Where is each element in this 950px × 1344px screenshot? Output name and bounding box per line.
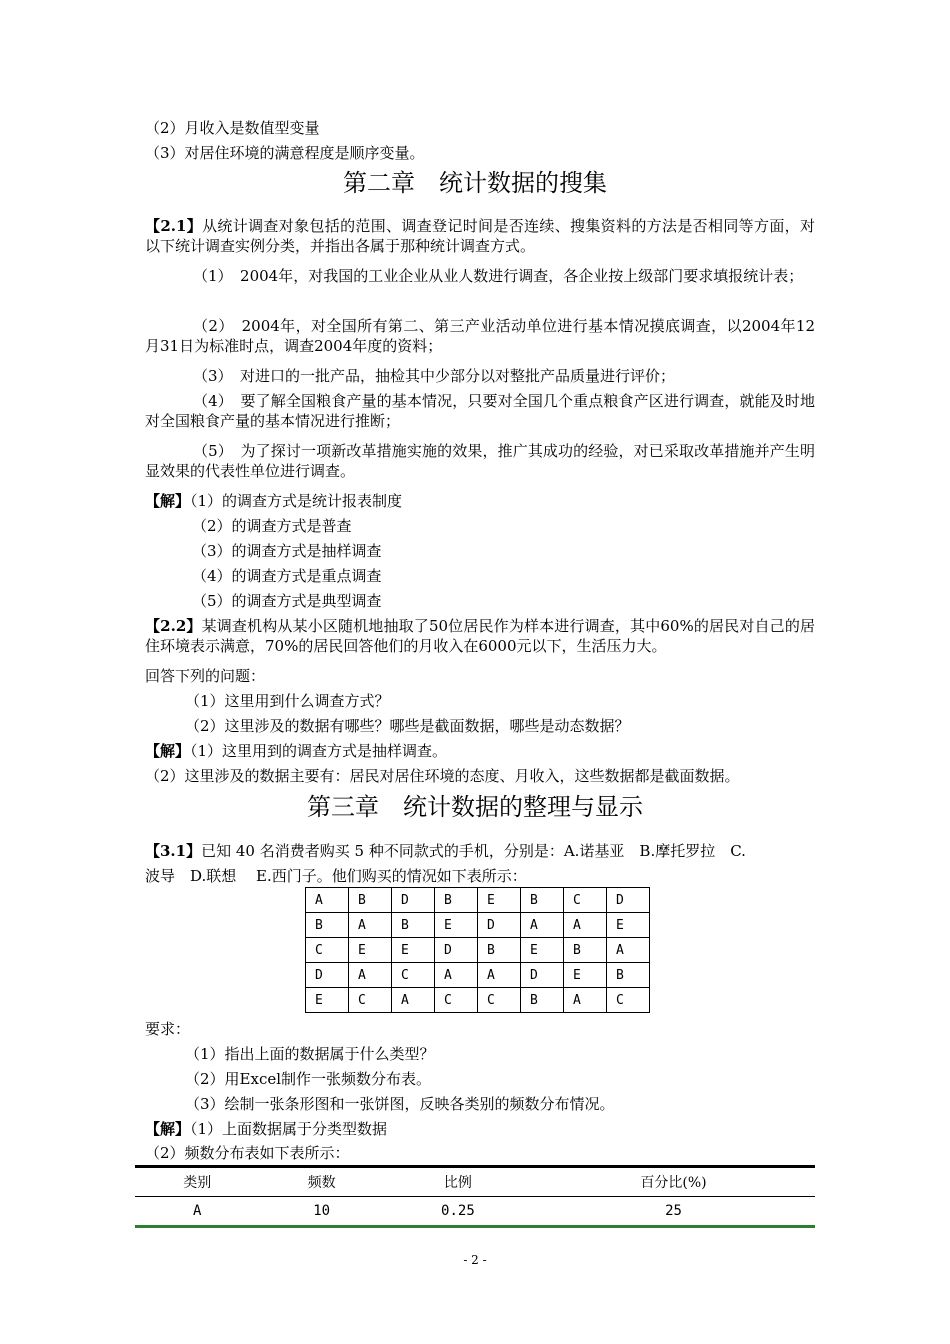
requirement-item: （3）绘制一张条形图和一张饼图，反映各类别的频数分布情况。 [185, 1095, 615, 1113]
solution-line: （2）的调查方式是普查 [192, 517, 352, 535]
question-item: （5） 为了探讨一项新改革措施实施的效果，推广其成功的经验，对已采取改革措施并产生明显效果的代表性单位进行调查。 [145, 442, 815, 480]
chapter-heading: 第三章 统计数据的整理与显示 [307, 793, 643, 821]
table-cell: C [564, 888, 607, 913]
table-cell: C [349, 988, 392, 1013]
question-stem: 从统计调查对象包括的范围、调查登记时间是否连续、搜集资料的方法是否相同等方面，对以下统计调查实例分类，并指出各属于那种统计调查方式。 [145, 217, 815, 255]
question-tag: 【2.1】 [145, 217, 203, 235]
solution-line: （5）的调查方式是典型调查 [192, 592, 382, 610]
column-header: 频数 [259, 1167, 383, 1197]
table-cell: C [435, 988, 478, 1013]
table-cell: C [607, 988, 650, 1013]
table-cell: A [349, 963, 392, 988]
text-line: （2）月收入是数值型变量 [145, 119, 320, 137]
table-row [306, 988, 650, 1013]
table-cell: D [392, 888, 435, 913]
table-cell: B [435, 888, 478, 913]
question-item: （4） 要了解全国粮食产量的基本情况，只要对全国几个重点粮食产区进行调查，就能及时地对全国粮食产量的基本情况进行推断； [145, 392, 815, 430]
table-cell: A [435, 963, 478, 988]
table-cell: A [478, 963, 521, 988]
table-cell: B [521, 888, 564, 913]
solution-line: （3）的调查方式是抽样调查 [192, 542, 382, 560]
question-item: （2）这里涉及的数据有哪些？哪些是截面数据，哪些是动态数据？ [185, 717, 630, 735]
column-header: 类别 [135, 1167, 259, 1197]
requirement-item: （1）指出上面的数据属于什么类型？ [185, 1045, 435, 1063]
table-cell: B [607, 963, 650, 988]
question-tag: 【2.2】 [145, 617, 202, 635]
table-cell: D [306, 963, 349, 988]
solution-line [145, 491, 815, 511]
question-stem: 已知 40 名消费者购买 5 种不同款式的手机，分别是：A.诺基亚 B.摩托罗拉 C. [201, 842, 746, 860]
solution-line: （2）频数分布表如下表所示： [145, 1144, 350, 1162]
solution-line: （4）的调查方式是重点调查 [192, 567, 382, 585]
solution-line: （2）这里涉及的数据主要有：居民对居住环境的态度、月收入，这些数据都是截面数据。 [145, 767, 740, 785]
table-cell: B [392, 913, 435, 938]
table-cell: A [306, 888, 349, 913]
solution-line [145, 1119, 815, 1139]
text-line: 要求： [145, 1020, 191, 1038]
column-header: 百分比(%) [532, 1167, 815, 1197]
question-3-1 [145, 841, 815, 861]
table-cell: E [435, 913, 478, 938]
solution-text: （1）上面数据属于分类型数据 [190, 1120, 388, 1138]
table-cell: D [607, 888, 650, 913]
solution-tag: 【解】 [145, 492, 191, 510]
solution-line [145, 741, 815, 761]
table-cell: 25 [532, 1197, 815, 1227]
table-cell: A [349, 913, 392, 938]
frequency-table [135, 1165, 815, 1228]
solution-tag: 【解】 [145, 1120, 191, 1138]
table-cell: C [478, 988, 521, 1013]
table-cell: E [392, 938, 435, 963]
question-2-2 [145, 616, 815, 656]
table-cell: 0.25 [384, 1197, 532, 1227]
table-cell: B [306, 913, 349, 938]
text-line: （3）对居住环境的满意程度是顺序变量。 [145, 144, 425, 162]
table-row [135, 1197, 815, 1227]
table-row [306, 888, 650, 913]
solution-text: （1）这里用到的调查方式是抽样调查。 [190, 742, 448, 760]
solution-tag: 【解】 [145, 742, 191, 760]
solution-text: （1）的调查方式是统计报表制度 [190, 492, 403, 510]
question-tag: 【3.1】 [145, 842, 202, 860]
page-number: - 2 - [463, 1253, 487, 1267]
question-2-1 [145, 216, 815, 256]
question-item: （1）这里用到什么调查方式？ [185, 692, 390, 710]
question-stem: 波导 D.联想 E.西门子。他们购买的情况如下表所示： [145, 867, 527, 885]
table-cell: E [521, 938, 564, 963]
table-row [306, 963, 650, 988]
table-header-row [135, 1167, 815, 1197]
table-cell: B [349, 888, 392, 913]
table-cell: A [135, 1197, 259, 1227]
table-cell: A [564, 988, 607, 1013]
question-item: （3） 对进口的一批产品，抽检其中少部分以对整批产品质量进行评价； [193, 367, 676, 385]
column-header: 比例 [384, 1167, 532, 1197]
table-cell: D [521, 963, 564, 988]
table-cell: E [306, 988, 349, 1013]
requirement-item: （2）用Excel制作一张频数分布表。 [185, 1070, 432, 1088]
table-cell: E [607, 913, 650, 938]
table-cell: B [521, 988, 564, 1013]
table-row [306, 913, 650, 938]
table-cell: 10 [259, 1197, 383, 1227]
table-cell: D [435, 938, 478, 963]
question-item: （2） 2004年，对全国所有第二、第三产业活动单位进行基本情况摸底调查，以2004年12月31日为标准时点，调查2004年度的资料； [145, 317, 815, 355]
table-cell: C [306, 938, 349, 963]
text-line: 回答下列的问题： [145, 667, 266, 685]
question-stem: 某调查机构从某小区随机地抽取了50位居民作为样本进行调查，其中60%的居民对自己的居住环境表示满意，70%的居民回答他们的月收入在6000元以下，生活压力大。 [145, 617, 815, 655]
table-row [306, 938, 650, 963]
question-item: （1） 2004年，对我国的工业企业从业人数进行调查，各企业按上级部门要求填报统计表； [193, 267, 804, 285]
purchase-data-table [305, 887, 650, 1013]
table-cell: B [478, 938, 521, 963]
table-cell: B [564, 938, 607, 963]
table-cell: A [564, 913, 607, 938]
chapter-heading: 第二章 统计数据的搜集 [343, 169, 607, 197]
table-cell: C [392, 963, 435, 988]
table-cell: D [478, 913, 521, 938]
table-cell: E [564, 963, 607, 988]
table-cell: A [392, 988, 435, 1013]
table-cell: E [478, 888, 521, 913]
table-cell: E [349, 938, 392, 963]
table-cell: A [607, 938, 650, 963]
table-cell: A [521, 913, 564, 938]
